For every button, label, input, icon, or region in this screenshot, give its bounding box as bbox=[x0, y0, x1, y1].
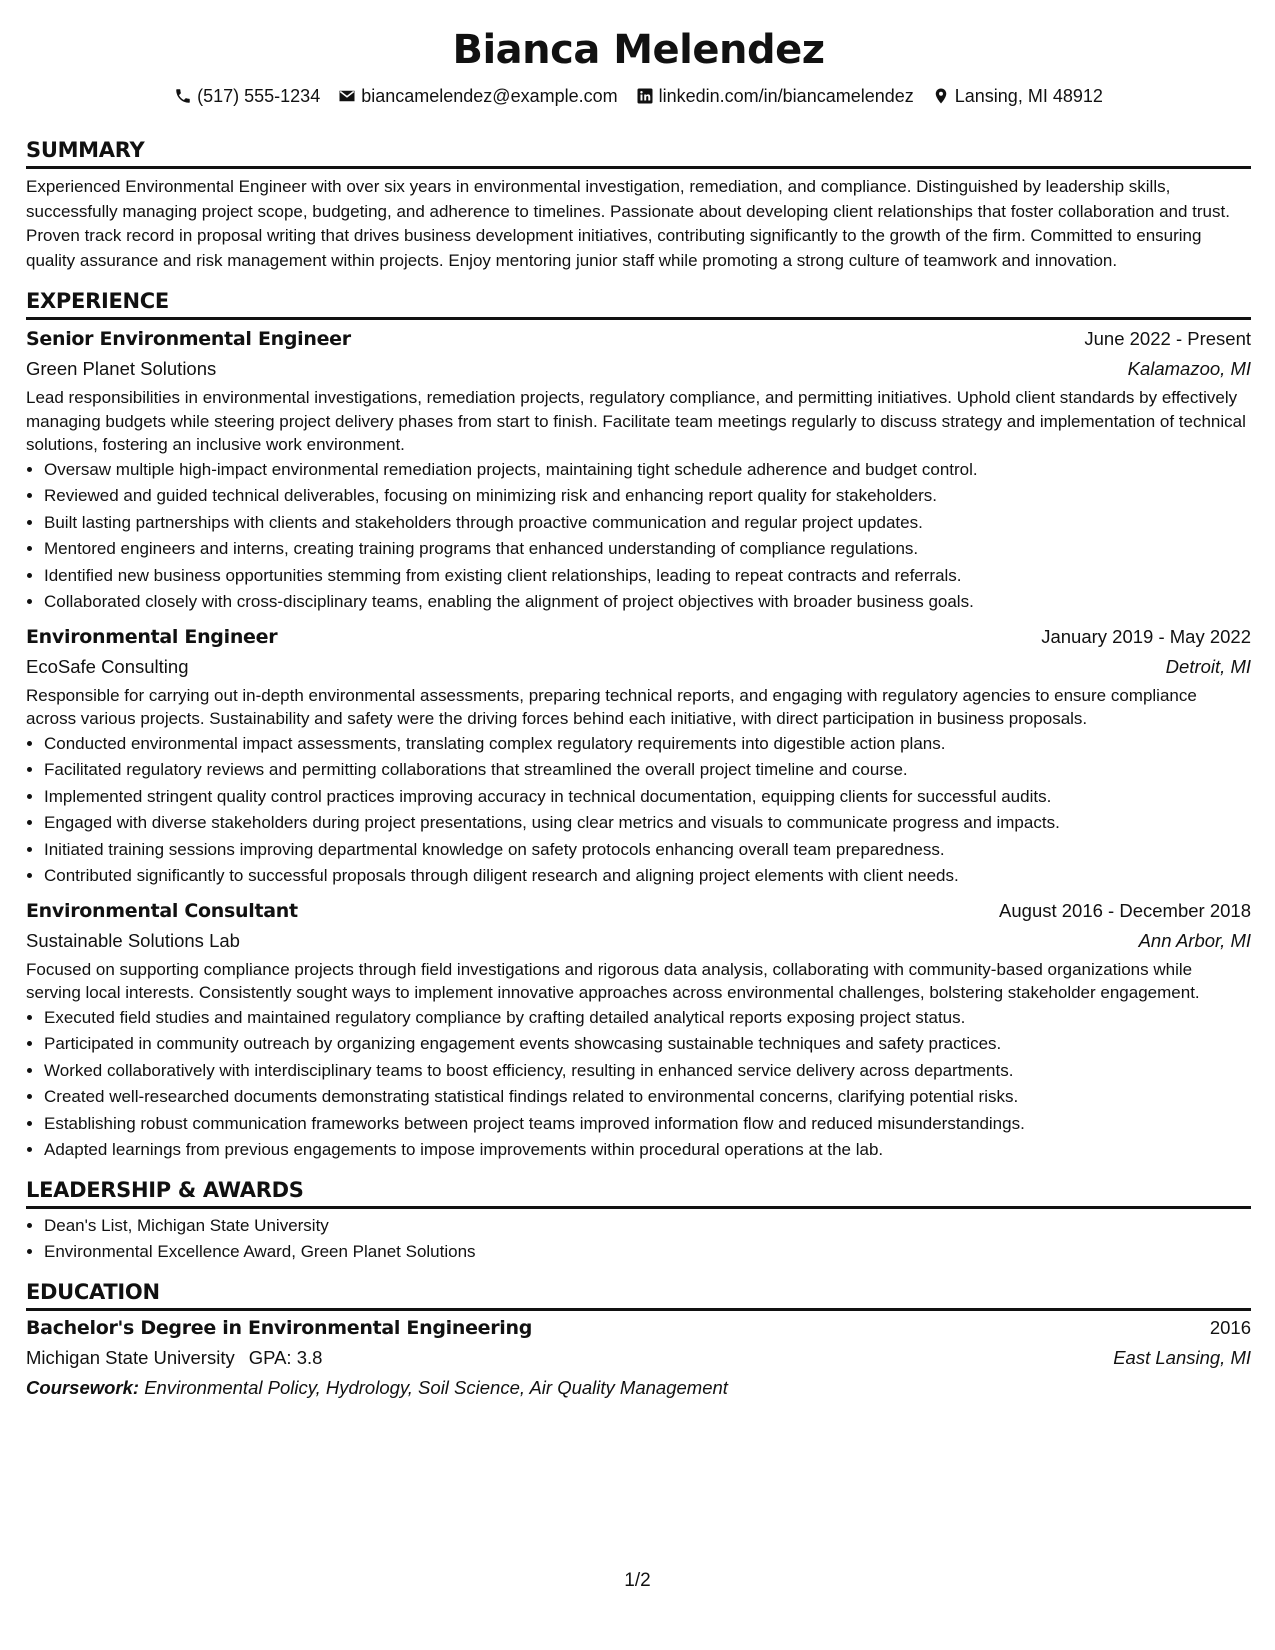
education-section bbox=[26, 1278, 1251, 1403]
degree-title: Bachelor's Degree in Environmental Engineering bbox=[26, 1316, 533, 1339]
experience-section bbox=[26, 287, 1251, 1164]
list-item: • Oversaw multiple high-impact environmental remediation projects, maintaining tight schedule adherence and budget control. bbox=[44, 457, 1251, 484]
job-title: Senior Environmental Engineer bbox=[26, 328, 351, 350]
list-item: • Executed field studies and maintained regulatory compliance by crafting detailed analytical reports exposing project status. bbox=[44, 1005, 1251, 1032]
phone-icon bbox=[174, 87, 192, 105]
job-description: Responsible for carrying out in-depth environmental assessments, preparing technical reports, and engaging with regulatory agencies to ensure compliance across various projects. Sustainability and safety were the driving forces behind each initiative, with direct participation in business proposals. bbox=[26, 685, 1197, 728]
list-item: • Dean's List, Michigan State University bbox=[44, 1213, 1251, 1240]
phone-text: (517) 555-1234 bbox=[197, 85, 321, 106]
list-item: • Identified new business opportunities stemming from existing client relationships, leading to repeat contracts and referrals. bbox=[44, 563, 1251, 590]
location-text: Lansing, MI 48912 bbox=[954, 85, 1103, 106]
list-item: • Created well-researched documents demonstrating statistical findings related to environmental concerns, clarifying potential risks. bbox=[44, 1084, 1251, 1111]
email-text: biancamelendez@example.com bbox=[361, 85, 618, 106]
job-bullets bbox=[26, 731, 1251, 890]
job-description: Focused on supporting compliance projects through field investigations and rigorous data analysis, collaborating with community-based organizations while serving local interests. Consistently sought ways to implement innovative approaches across environmental challenges, bolstering stakeholder engagement. bbox=[26, 959, 1200, 1002]
job-description: Lead responsibilities in environmental investigations, remediation projects, regulatory compliance, and permitting initiatives. Uphold client standards by effectively managing budgets while steering project delivery phases from start to finish. Facilitate team meetings regularly to discuss strategy and implementation of technical solutions, fostering an inclusive work environment. bbox=[26, 388, 1246, 454]
job-entry bbox=[26, 324, 1251, 616]
linkedin-icon bbox=[636, 87, 654, 105]
list-item: • Initiated training sessions improving departmental knowledge on safety protocols enhancing overall team preparedness. bbox=[44, 837, 1251, 864]
education-heading: EDUCATION bbox=[26, 1278, 1251, 1311]
list-item: • Participated in community outreach by organizing engagement events showcasing sustainable techniques and safety practices. bbox=[44, 1031, 1251, 1058]
job-entry bbox=[26, 622, 1251, 890]
summary-heading: SUMMARY bbox=[26, 136, 1251, 169]
job-title: Environmental Engineer bbox=[26, 625, 278, 648]
contact-bar bbox=[26, 84, 1251, 108]
candidate-name: Bianca Melendez bbox=[452, 27, 825, 73]
leadership-section bbox=[26, 1176, 1251, 1266]
contact-email[interactable] bbox=[338, 86, 617, 107]
summary-section bbox=[26, 136, 1251, 273]
job-company: EcoSafe Consulting bbox=[26, 655, 189, 677]
job-location: Kalamazoo, MI bbox=[1127, 358, 1251, 379]
school-location: East Lansing, MI bbox=[1113, 1346, 1251, 1368]
list-item: • Conducted environmental impact assessments, translating complex regulatory requirements into digestible action plans. bbox=[44, 731, 1251, 758]
contact-phone[interactable] bbox=[174, 86, 320, 107]
job-title: Environmental Consultant bbox=[26, 899, 298, 922]
list-item: • Facilitated regulatory reviews and permitting collaborations that streamlined the overall project timeline and course. bbox=[44, 757, 1251, 784]
job-company: Sustainable Solutions Lab bbox=[26, 929, 240, 951]
leadership-list bbox=[26, 1213, 1251, 1266]
envelope-icon bbox=[338, 87, 356, 105]
job-location: Ann Arbor, MI bbox=[1138, 929, 1251, 951]
job-entry bbox=[26, 896, 1251, 1164]
list-item: • Mentored engineers and interns, creating training programs that enhanced understanding of compliance regulations. bbox=[44, 536, 1251, 563]
list-item: • Adapted learnings from previous engagements to impose improvements within procedural operations at the lab. bbox=[44, 1137, 1251, 1164]
job-bullets bbox=[26, 1005, 1251, 1164]
list-item: • Contributed significantly to successful proposals through diligent research and aligning project elements with client needs. bbox=[44, 863, 1251, 890]
summary-text: Experienced Environmental Engineer with over six years in environmental investigation, remediation, and compliance. Distinguished by leadership skills, successfully managing project scope, budgeting, and adherence to timelines. Passionate about developing client relationships that foster collaboration and trust. Proven track record in proposal writing that drives business development initiatives, contributing significantly to the growth of the firm. Committed to ensuring quality assurance and risk management within projects. Enjoy mentoring junior staff while promoting a strong culture of teamwork and innovation. bbox=[26, 177, 1230, 270]
job-dates: June 2022 - Present bbox=[1084, 328, 1251, 349]
list-item: • Establishing robust communication frameworks between project teams improved information flow and reduced misunderstandings. bbox=[44, 1111, 1251, 1138]
page-number: 1/2 bbox=[624, 1570, 651, 1591]
list-item: • Implemented stringent quality control practices improving accuracy in technical documentation, equipping clients for successful audits. bbox=[44, 784, 1251, 811]
job-location: Detroit, MI bbox=[1165, 655, 1251, 677]
job-bullets bbox=[26, 457, 1251, 616]
graduation-year: 2016 bbox=[1209, 1316, 1251, 1338]
map-pin-icon bbox=[932, 87, 950, 105]
list-item: • Built lasting partnerships with clients and stakeholders through proactive communication and regular project updates. bbox=[44, 510, 1251, 537]
list-item: • Collaborated closely with cross-disciplinary teams, enabling the alignment of project objectives with broader business goals. bbox=[44, 589, 1251, 616]
leadership-heading: LEADERSHIP & AWARDS bbox=[26, 1176, 1251, 1209]
linkedin-text: linkedin.com/in/biancamelendez bbox=[658, 85, 914, 106]
job-dates: January 2019 - May 2022 bbox=[1041, 625, 1251, 647]
coursework-label: Coursework: bbox=[26, 1376, 140, 1398]
list-item: • Engaged with diverse stakeholders during project presentations, using clear metrics and visuals to communicate progress and impacts. bbox=[44, 810, 1251, 837]
experience-heading: EXPERIENCE bbox=[26, 287, 1251, 320]
coursework-line bbox=[26, 1373, 1251, 1403]
resume-page bbox=[26, 0, 1251, 1403]
coursework-text: Environmental Policy, Hydrology, Soil Science, Air Quality Management bbox=[144, 1376, 728, 1398]
contact-location bbox=[932, 86, 1103, 107]
job-dates: August 2016 - December 2018 bbox=[999, 899, 1251, 921]
gpa-text: GPA: 3.8 bbox=[248, 1346, 323, 1368]
list-item: • Worked collaboratively with interdisciplinary teams to boost efficiency, resulting in enhanced service delivery across departments. bbox=[44, 1058, 1251, 1085]
list-item: • Reviewed and guided technical deliverables, focusing on minimizing risk and enhancing report quality for stakeholders. bbox=[44, 483, 1251, 510]
job-company: Green Planet Solutions bbox=[26, 358, 217, 379]
list-item: • Environmental Excellence Award, Green Planet Solutions bbox=[44, 1239, 1251, 1266]
contact-linkedin[interactable] bbox=[636, 86, 914, 107]
school-name: Michigan State University bbox=[26, 1346, 235, 1368]
